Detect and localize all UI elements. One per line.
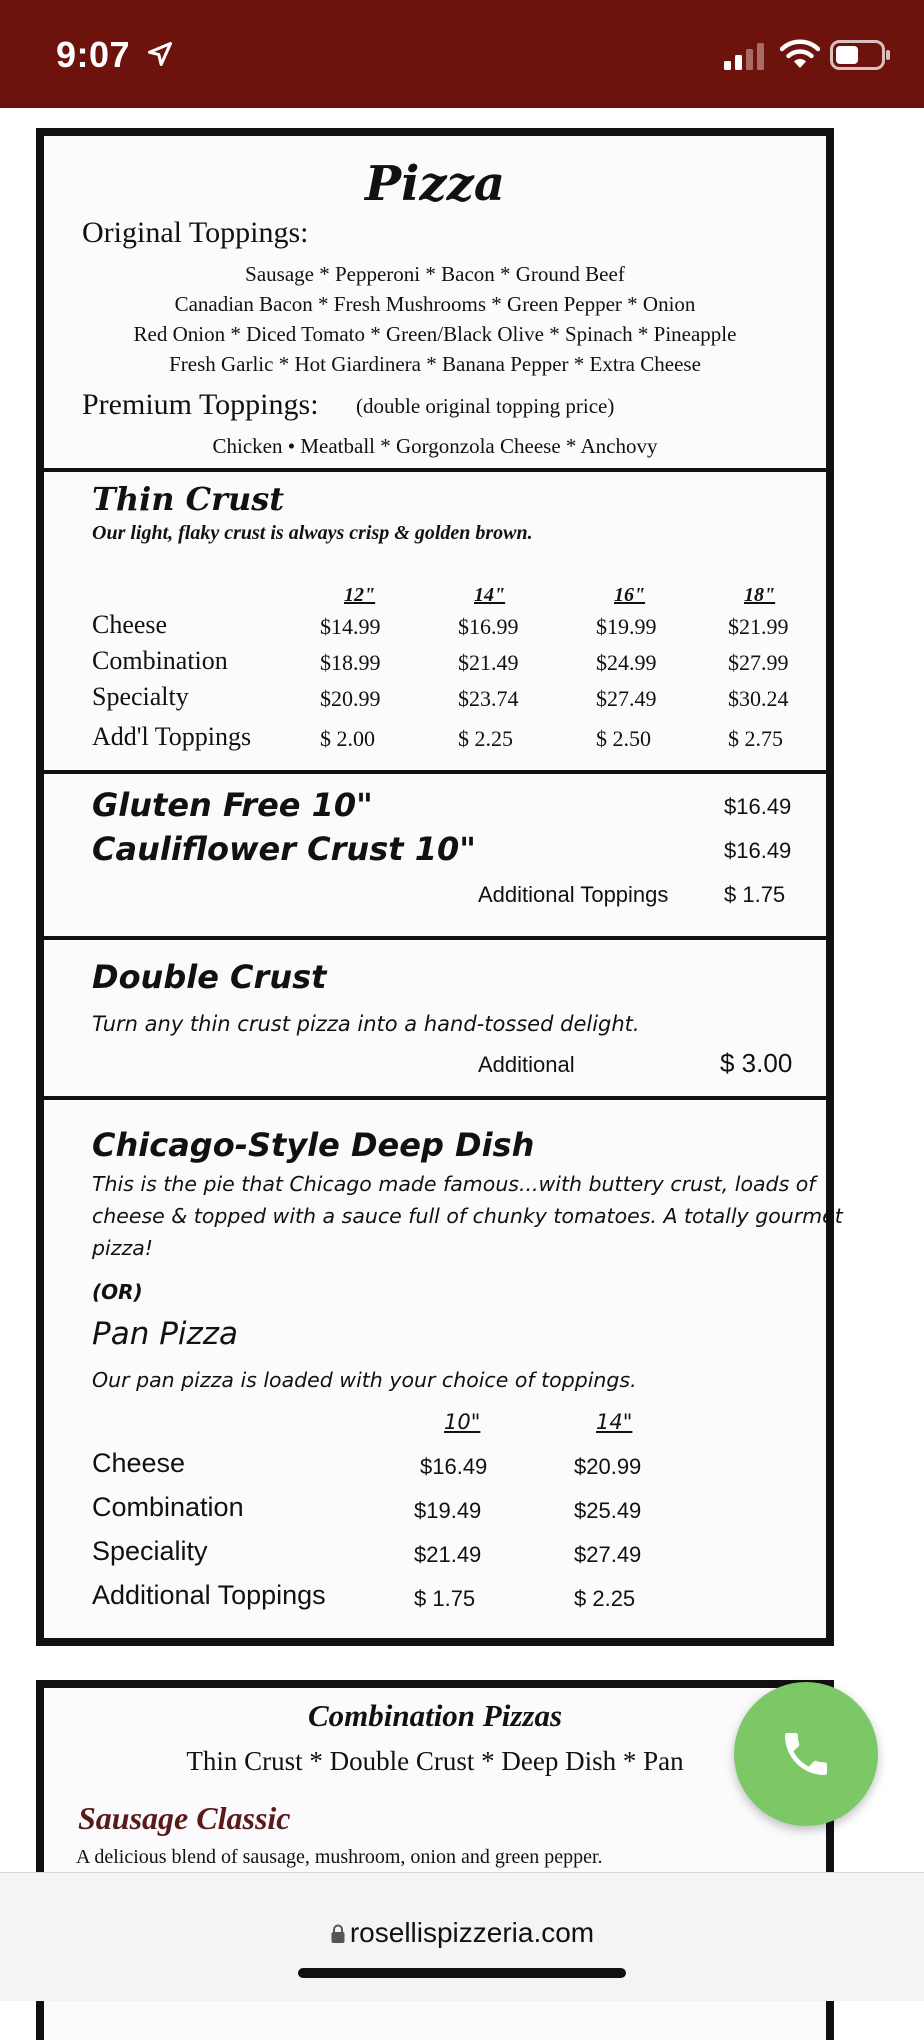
size-header-12: 12" bbox=[344, 584, 376, 606]
deep-dish-desc-line-1: This is the pie that Chicago made famous...with buttery crust, loads of bbox=[92, 1172, 816, 1196]
size-header-10: 10" bbox=[444, 1410, 481, 1434]
original-toppings-line-4: Fresh Garlic * Hot Giardinera * Banana Pepper * Extra Cheese bbox=[169, 352, 701, 376]
pan-price: $19.49 bbox=[414, 1498, 482, 1523]
original-toppings-label: Original Toppings: bbox=[82, 216, 309, 249]
thin-price: $14.99 bbox=[320, 614, 381, 639]
lock-icon bbox=[330, 1924, 346, 1944]
cauliflower-crust-label: Cauliflower Crust 10" bbox=[92, 830, 476, 868]
gluten-free-price: $16.49 bbox=[724, 794, 792, 819]
double-crust-desc: Turn any thin crust pizza into a hand-tossed delight. bbox=[92, 1012, 640, 1036]
premium-toppings-note: (double original topping price) bbox=[356, 394, 615, 418]
or-label: (OR) bbox=[92, 1280, 143, 1304]
pan-row-label: Speciality bbox=[92, 1536, 208, 1566]
premium-toppings-label: Premium Toppings: bbox=[82, 388, 319, 421]
wifi-icon bbox=[780, 38, 820, 70]
pan-price: $16.49 bbox=[420, 1454, 488, 1479]
double-crust-title: Double Crust bbox=[92, 958, 327, 996]
combination-title: Combination Pizzas bbox=[307, 1698, 563, 1733]
cellular-signal-icon bbox=[724, 42, 768, 70]
double-crust-additional-price: $ 3.00 bbox=[720, 1048, 793, 1078]
phone-icon bbox=[778, 1726, 834, 1782]
premium-toppings-line: Chicken • Meatball * Gorgonzola Cheese * Anchovy bbox=[212, 434, 658, 458]
double-crust-additional-label: Additional bbox=[478, 1052, 575, 1077]
divider bbox=[44, 936, 826, 940]
thin-price: $19.99 bbox=[596, 614, 657, 639]
size-header-14: 14" bbox=[596, 1410, 633, 1434]
thin-price: $18.99 bbox=[320, 650, 381, 675]
thin-price: $21.99 bbox=[728, 614, 789, 639]
original-toppings-line-2: Canadian Bacon * Fresh Mushrooms * Green Pepper * Onion bbox=[174, 292, 696, 316]
cauliflower-crust-price: $16.49 bbox=[724, 838, 792, 863]
browser-address-bar bbox=[0, 1872, 924, 2001]
sausage-classic-desc: A delicious blend of sausage, mushroom, onion and green pepper. bbox=[76, 1846, 603, 1868]
pan-pizza-title: Pan Pizza bbox=[92, 1316, 239, 1352]
thin-row-label: Specialty bbox=[92, 682, 189, 711]
deep-dish-desc-line-3: pizza! bbox=[92, 1236, 154, 1260]
thin-price: $16.99 bbox=[458, 614, 519, 639]
pizza-menu-card bbox=[36, 128, 843, 1646]
thin-price: $27.99 bbox=[728, 650, 789, 675]
pan-price: $25.49 bbox=[574, 1498, 642, 1523]
pan-row-label: Combination bbox=[92, 1492, 244, 1522]
thin-row-label: Add'l Toppings bbox=[92, 722, 252, 751]
divider bbox=[44, 1096, 826, 1100]
thin-crust-subtitle: Our light, flaky crust is always crisp & golden brown. bbox=[92, 522, 533, 544]
size-header-16: 16" bbox=[614, 584, 646, 606]
sausage-classic-title: Sausage Classic bbox=[78, 1800, 291, 1836]
home-indicator[interactable] bbox=[298, 1968, 626, 1978]
thin-price: $ 2.00 bbox=[320, 726, 375, 751]
thin-price: $24.99 bbox=[596, 650, 657, 675]
divider bbox=[44, 468, 826, 472]
divider bbox=[44, 770, 826, 774]
pan-price: $27.49 bbox=[574, 1542, 642, 1567]
original-toppings-line-3: Red Onion * Diced Tomato * Green/Black Olive * Spinach * Pineapple bbox=[133, 322, 737, 346]
pan-row-label: Cheese bbox=[92, 1448, 186, 1478]
thin-row-label: Combination bbox=[92, 646, 228, 675]
thin-price: $21.49 bbox=[458, 650, 519, 675]
gluten-additional-toppings-price: $ 1.75 bbox=[724, 882, 786, 907]
size-header-18: 18" bbox=[744, 584, 776, 606]
url-display[interactable] bbox=[0, 1917, 924, 1949]
thin-price: $27.49 bbox=[596, 686, 657, 711]
location-arrow-icon bbox=[146, 40, 174, 68]
thin-price: $ 2.50 bbox=[596, 726, 651, 751]
pan-price: $ 2.25 bbox=[574, 1586, 636, 1611]
thin-price: $23.74 bbox=[458, 686, 519, 711]
combination-subtitle: Thin Crust * Double Crust * Deep Dish * Pan bbox=[186, 1746, 684, 1776]
thin-price: $20.99 bbox=[320, 686, 381, 711]
status-time: 9:07 bbox=[56, 34, 131, 75]
gluten-additional-toppings-label: Additional Toppings bbox=[478, 882, 669, 907]
thin-row-label: Cheese bbox=[92, 610, 168, 639]
deep-dish-title: Chicago-Style Deep Dish bbox=[92, 1126, 535, 1164]
pan-price: $21.49 bbox=[414, 1542, 482, 1567]
pan-pizza-desc: Our pan pizza is loaded with your choice of toppings. bbox=[92, 1368, 637, 1392]
thin-crust-title: Thin Crust bbox=[92, 480, 285, 518]
battery-icon bbox=[830, 40, 892, 70]
deep-dish-desc-line-2: cheese & topped with a sauce full of chunky tomatoes. A totally gourmet bbox=[92, 1204, 843, 1228]
status-bar bbox=[0, 0, 924, 108]
pan-row-label: Additional Toppings bbox=[92, 1580, 326, 1610]
gluten-free-label: Gluten Free 10" bbox=[92, 786, 373, 824]
call-button[interactable] bbox=[734, 1682, 878, 1826]
pizza-title: Pizza bbox=[365, 156, 505, 212]
original-toppings-line-1: Sausage * Pepperoni * Bacon * Ground Beef bbox=[245, 262, 625, 286]
pan-price: $ 1.75 bbox=[414, 1586, 476, 1611]
url-text: rosellispizzeria.com bbox=[349, 1917, 595, 1948]
thin-price: $ 2.25 bbox=[458, 726, 513, 751]
thin-price: $ 2.75 bbox=[728, 726, 783, 751]
size-header-14: 14" bbox=[474, 584, 506, 606]
thin-price: $30.24 bbox=[728, 686, 789, 711]
pan-price: $20.99 bbox=[574, 1454, 642, 1479]
